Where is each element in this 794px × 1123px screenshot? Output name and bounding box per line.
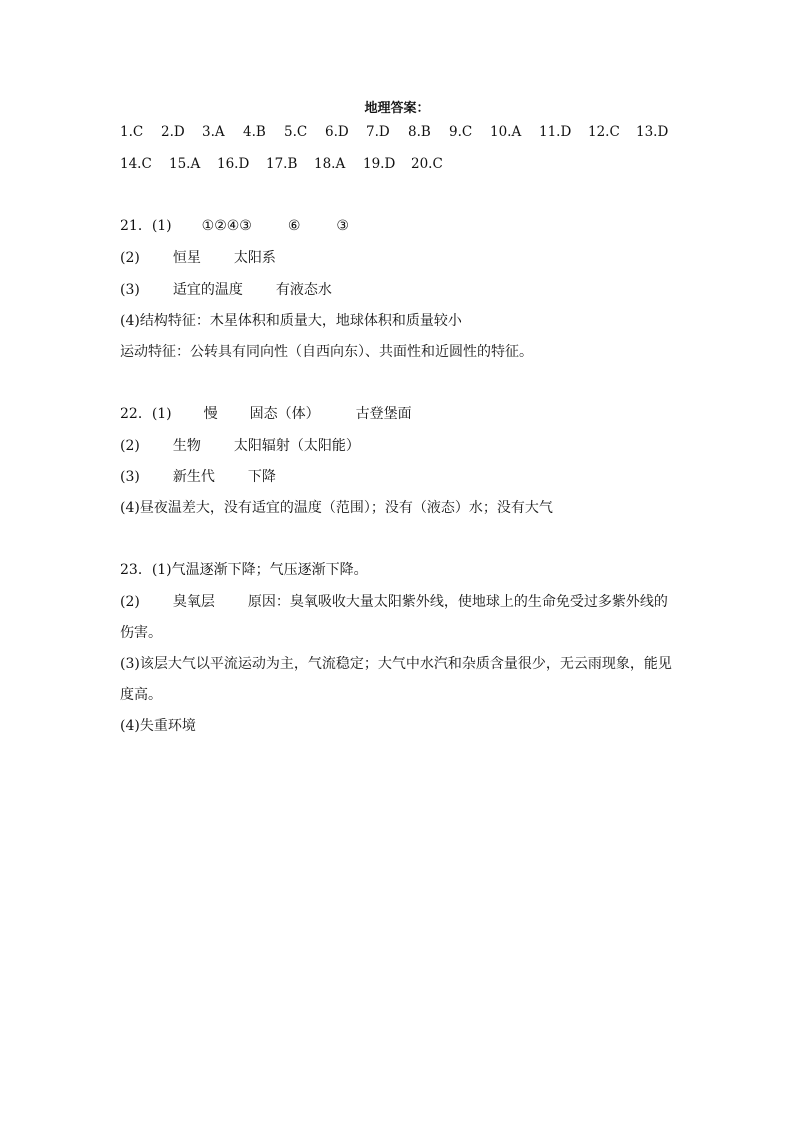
mcq-answer: 17.B [266,156,298,172]
q21-part4: (4)结构特征：木星体积和质量大，地球体积和质量较小 [120,313,462,329]
mcq-row-2 [120,156,460,176]
mcq-answer: 12.C [588,124,620,140]
q23-part2-cont: 伤害。 [120,625,162,641]
q21-answer-3: ③ [336,218,349,234]
q23-part2: (2) 臭氧层 原因：臭氧吸收大量太阳紫外线，使地球上的生命免受过多紫外线的 [120,594,668,610]
q22-part4: (4)昼夜温差大，没有适宜的温度（范围）；没有（液态）水；没有大气 [120,500,553,516]
mcq-answer: 11.D [539,124,572,140]
q21-part1: 21．(1) ①②④③ ⑥ ③ [120,218,349,234]
q21-part4-motion: 运动特征：公转具有同向性（自西向东）、共面性和近圆性的特征。 [120,344,533,360]
q22-part2: (2) 生物 太阳辐射（太阳能） [120,438,360,454]
mcq-answer: 19.D [363,156,396,172]
q23-part3-cont: 度高。 [120,687,162,703]
q21-part3: (3) 适宜的温度 有液态水 [120,282,332,298]
mcq-answer: 16.D [217,156,250,172]
q23-part1: 23．(1)气温逐渐下降；气压逐渐下降。 [120,562,368,578]
mcq-answer: 8.B [408,124,431,140]
mcq-answer: 1.C [120,124,144,140]
mcq-answer: 18.A [314,156,346,172]
mcq-answer: 6.D [325,124,349,140]
mcq-answer: 3.A [202,124,225,140]
mcq-answer: 2.D [161,124,185,140]
mcq-row-1 [120,124,680,144]
mcq-answer: 7.D [366,124,390,140]
q23-part4: (4)失重环境 [120,718,196,734]
mcq-answer: 10.A [490,124,522,140]
mcq-answer: 5.C [284,124,308,140]
q21-part2: (2) 恒星 太阳系 [120,250,276,266]
mcq-answer: 14.C [120,156,152,172]
q21-answer-2: ⑥ [287,218,301,234]
q22-part3: (3) 新生代 下降 [120,469,276,485]
mcq-answer: 4.B [243,124,266,140]
mcq-answer: 15.A [169,156,201,172]
q22-part1: 22．(1) 慢 固态（体） 古登堡面 [120,406,412,422]
page-title: 地理答案： [364,101,430,116]
q23-part3: (3)该层大气以平流运动为主，气流稳定；大气中水汽和杂质含量很少，无云雨现象，能见 [120,656,672,672]
mcq-answer: 13.D [636,124,669,140]
q21-answer-1: ①②④③ [201,218,252,234]
mcq-answer: 9.C [449,124,473,140]
mcq-answer: 20.C [411,156,443,172]
